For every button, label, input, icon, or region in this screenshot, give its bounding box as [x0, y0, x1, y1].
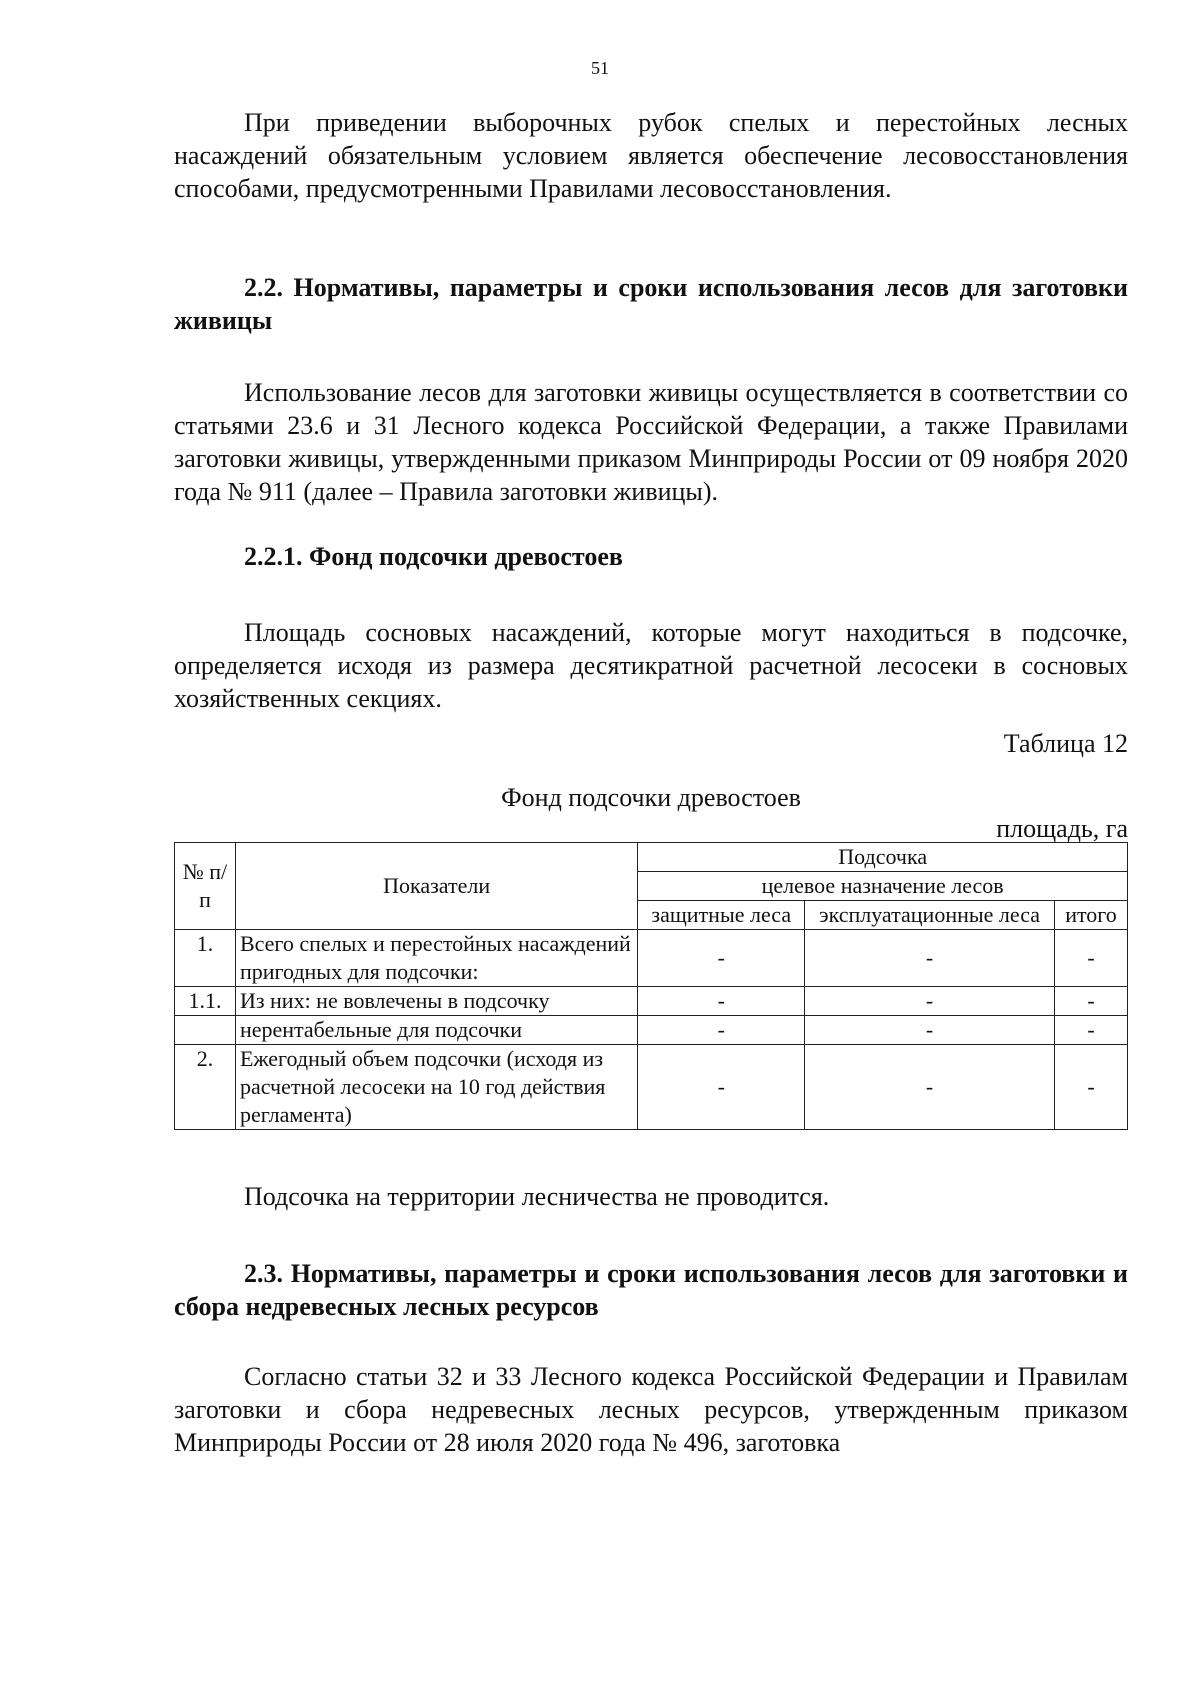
row-protective: -	[638, 930, 805, 987]
header-exploitation: эксплуатационные леса	[805, 901, 1055, 930]
heading-2-2-1: 2.2.1. Фонд подсочки древостоев	[244, 542, 623, 571]
row-exploitation: -	[805, 930, 1055, 987]
row-protective: -	[638, 1016, 805, 1045]
heading-2-2: 2.2. Нормативы, параметры и сроки использования лесов для заготовки живицы	[174, 273, 1128, 335]
table-title: Фонд подсочки древостоев	[501, 783, 801, 812]
paragraph-non-timber: Согласно статьи 32 и 33 Лесного кодекса Российской Федерации и Правилам заготовки и сбора недревесных лесных ресурсов, утвержденным приказом Минприроды России от 28 июля 2020 года № 496, заготовка	[174, 1362, 1128, 1457]
row-num: 1.	[175, 930, 236, 987]
table-row	[175, 1045, 1128, 1130]
row-exploitation: -	[805, 1016, 1055, 1045]
table-units: площадь, га	[996, 814, 1128, 843]
table-label: Таблица 12	[1003, 729, 1128, 758]
paragraph-no-tapping: Подсочка на территории лесничества не проводится.	[244, 1182, 830, 1211]
row-protective: -	[638, 987, 805, 1016]
header-indicators: Показатели	[235, 843, 637, 930]
row-protective: -	[638, 1045, 805, 1130]
header-num: № п/п	[175, 843, 236, 930]
tapping-fund-table	[174, 842, 1128, 1130]
row-total: -	[1054, 987, 1127, 1016]
header-purpose: целевое назначение лесов	[638, 872, 1128, 901]
header-protective: защитные леса	[638, 901, 805, 930]
row-exploitation: -	[805, 1045, 1055, 1130]
row-label: Всего спелых и перестойных насаждений пригодных для подсочки:	[235, 930, 637, 987]
table-row	[175, 930, 1128, 987]
page-number: 51	[591, 58, 609, 78]
row-label: Ежегодный объем подсочки (исходя из расчетной лесосеки на 10 год действия регламента)	[235, 1045, 637, 1130]
paragraph-pine-area: Площадь сосновых насаждений, которые могут находиться в подсочке, определяется исходя из размера десятикратной расчетной лесосеки в сосновых хозяйственных секциях.	[174, 618, 1128, 713]
table-row	[175, 1016, 1128, 1045]
row-total: -	[1054, 930, 1127, 987]
row-label: нерентабельные для подсочки	[235, 1016, 637, 1045]
row-exploitation: -	[805, 987, 1055, 1016]
heading-2-3: 2.3. Нормативы, параметры и сроки использования лесов для заготовки и сбора недревесных лесных ресурсов	[174, 1259, 1128, 1321]
table-header-row-1	[175, 843, 1128, 872]
row-total: -	[1054, 1045, 1127, 1130]
table-row	[175, 987, 1128, 1016]
row-label: Из них: не вовлечены в подсочку	[235, 987, 637, 1016]
paragraph-resin-usage: Использование лесов для заготовки живицы осуществляется в соответствии со статьями 23.6 и 31 Лесного кодекса Российской Федерации, а также Правилами заготовки живицы, утвержденными приказом Минприроды России от 09 ноября 2020 года № 911 (далее – Правила заготовки живицы).	[174, 378, 1128, 506]
row-num	[175, 1016, 236, 1045]
row-num: 1.1.	[175, 987, 236, 1016]
row-num: 2.	[175, 1045, 236, 1130]
header-total: итого	[1054, 901, 1127, 930]
header-tapping: Подсочка	[638, 843, 1128, 872]
row-total: -	[1054, 1016, 1127, 1045]
paragraph-selective-cutting: При приведении выборочных рубок спелых и перестойных лесных насаждений обязательным условием является обеспечение лесовосстановления способами, предусмотренными Правилами лесовосстановления.	[174, 108, 1128, 203]
